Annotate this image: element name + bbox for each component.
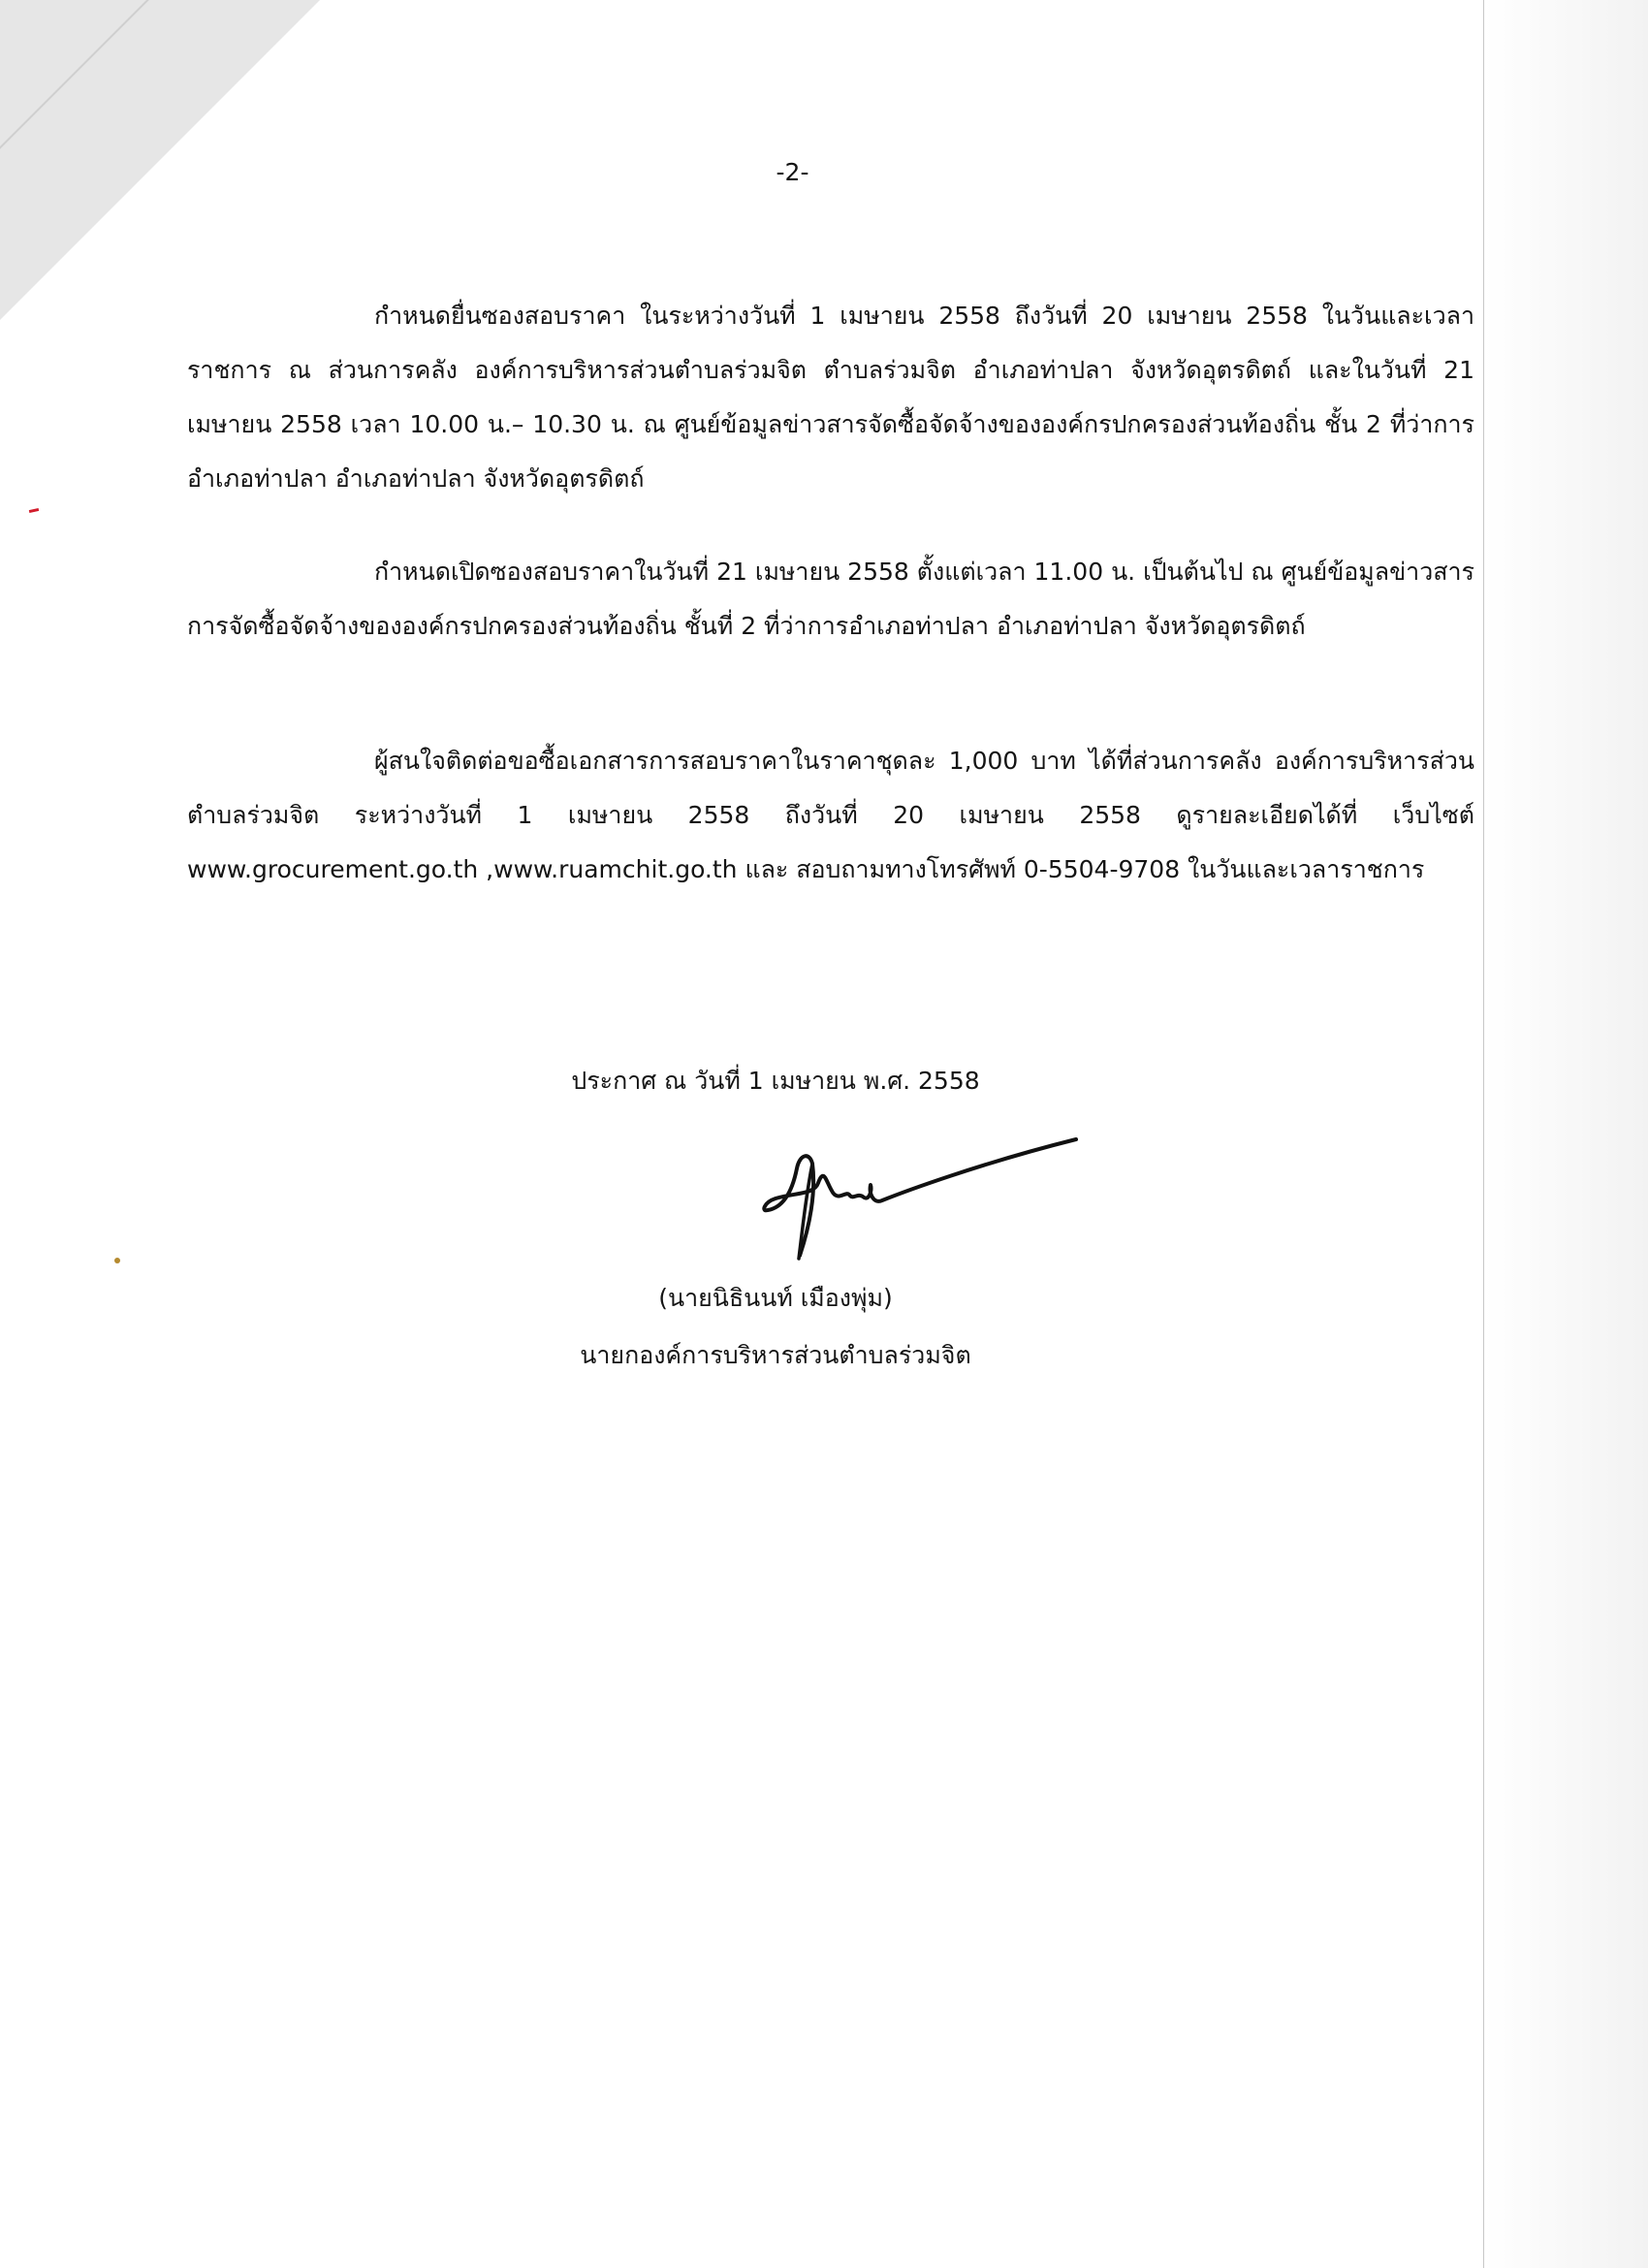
paragraph-document-purchase: ผู้สนใจติดต่อขอซื้อเอกสารการสอบราคาในราคาชุดละ 1,000 บาท ได้ที่ส่วนการคลัง องค์การบริหารส่วนตำบลร่วมจิต ระหว่างวันที่ 1 เมษายน 2558 ถึงวันที่ 20 เมษายน 2558 ดูรายละเอียดได้ที่ เว็บไซต์ www.grocurement.go.th ,www.ruamchit.go.th และ สอบถามทางโทรศัพท์ 0-5504-9708 ในวันและเวลาราชการ: [187, 747, 1474, 883]
paragraph-opening-date: กำหนดเปิดซองสอบราคาในวันที่ 21 เมษายน 2558 ตั้งแต่เวลา 11.00 น. เป็นต้นไป ณ ศูนย์ข้อมูลข่าวสารการจัดซื้อจัดจ้างขององค์กรปกครองส่วนท้องถิ่น ชั้นที่ 2 ที่ว่าการอำเภอท่าปลา อำเภอท่าปลา จังหวัดอุตรดิตถ์: [187, 558, 1474, 640]
stray-ink-mark: [29, 508, 39, 513]
paper-edge-line: [1483, 0, 1484, 2268]
paper-edge-shadow: [1483, 0, 1648, 2268]
announcement-date: ประกาศ ณ วันที่ 1 เมษายน พ.ศ. 2558: [571, 1067, 980, 1095]
paragraph-submission-period: กำหนดยื่นซองสอบราคา ในระหว่างวันที่ 1 เมษายน 2558 ถึงวันที่ 20 เมษายน 2558 ในวันและเวลาราชการ ณ ส่วนการคลัง องค์การบริหารส่วนตำบลร่วมจิต ตำบลร่วมจิต อำเภอท่าปลา จังหวัดอุตรดิตถ์ และในวันที่ 21 เมษายน 2558 เวลา 10.00 น.– 10.30 น. ณ ศูนย์ข้อมูลข่าวสารจัดซื้อจัดจ้างขององค์กรปกครองส่วนท้องถิ่น ชั้น 2 ที่ว่าการอำเภอท่าปลา อำเภอท่าปลา จังหวัดอุตรดิตถ์: [187, 302, 1474, 493]
signer-position: นายกองค์การบริหารส่วนตำบลร่วมจิต: [580, 1341, 971, 1369]
stray-dot-mark: [114, 1258, 120, 1263]
signer-name: (นายนิธินนท์ เมืองพุ่ม): [658, 1284, 893, 1312]
handwritten-signature: [756, 1134, 1105, 1270]
page-number: -2-: [776, 158, 809, 186]
